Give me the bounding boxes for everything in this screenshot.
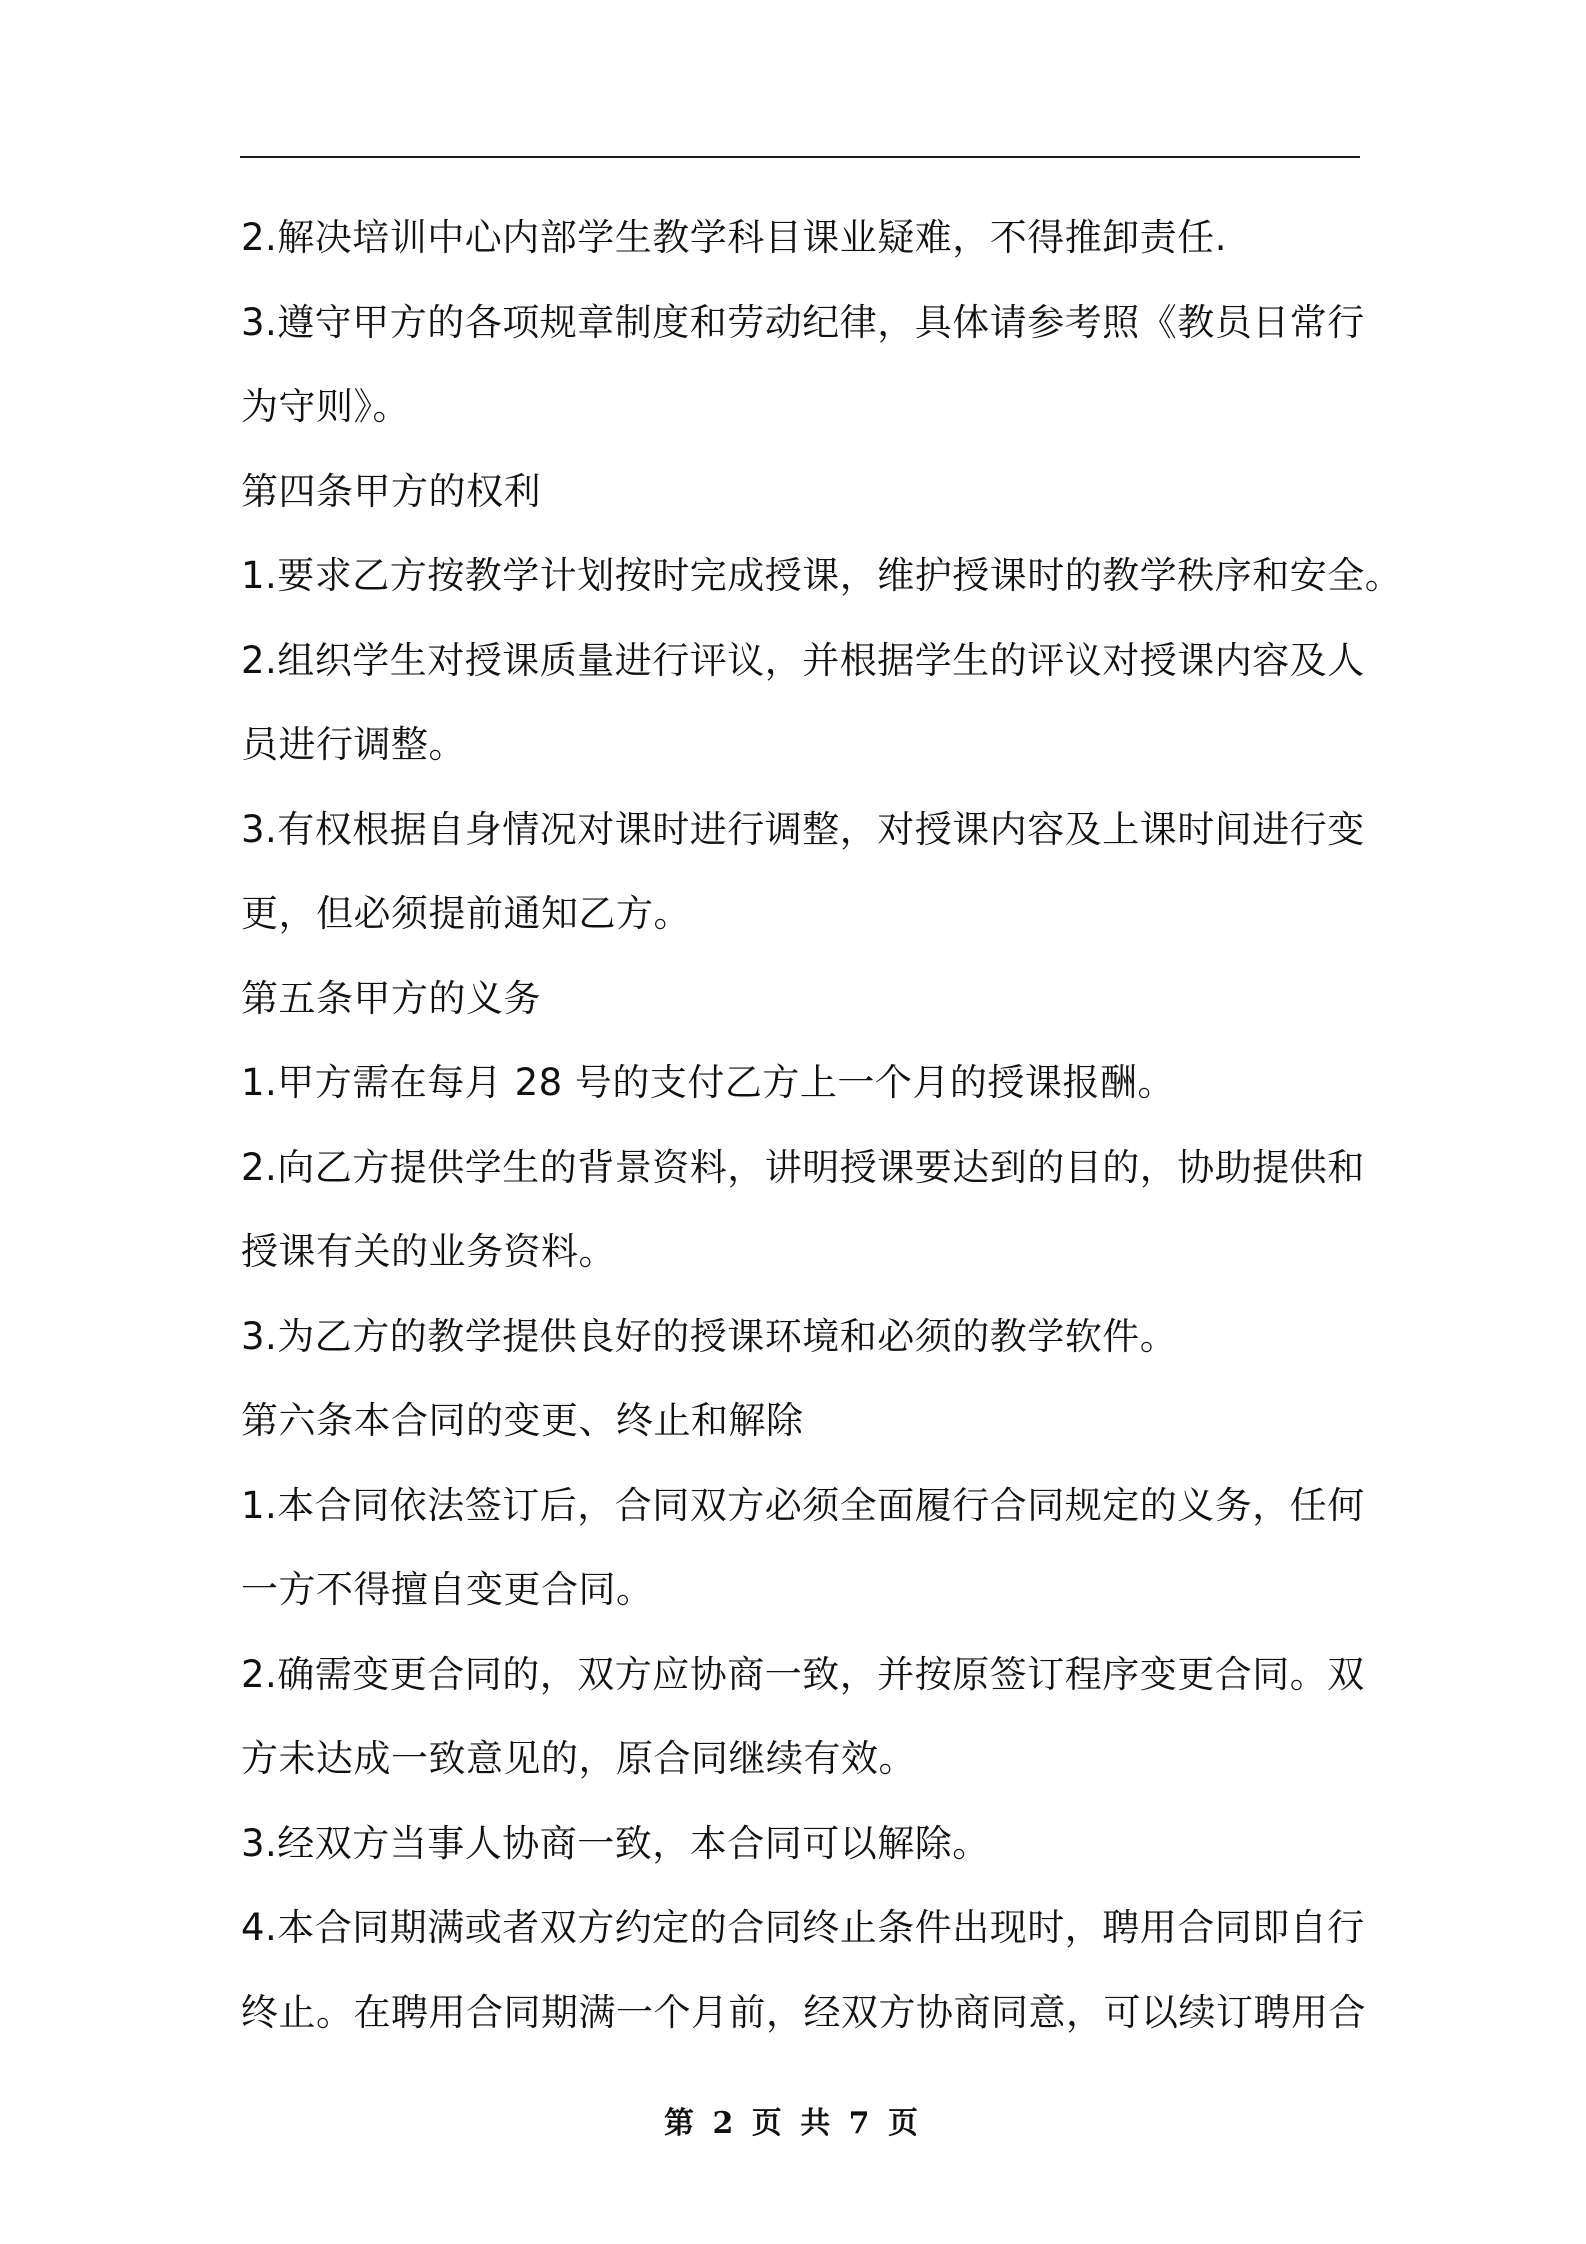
text-line: 2.确需变更合同的，双方应协商一致，并按原签订程序变更合同。双 [241,1652,1365,1696]
section-heading: 第四条甲方的权利 [241,469,541,513]
text-line: 1.甲方需在每月 28 号的支付乙方上一个月的授课报酬。 [241,1061,1175,1104]
text-line: 方未达成一致意见的，原合同继续有效。 [241,1737,916,1780]
text-line: 4.本合同期满或者双方约定的合同终止条件出现时，聘用合同即自行 [241,1906,1365,1949]
text-line: 2.组织学生对授课质量进行评议，并根据学生的评议对授课内容及人 [241,638,1365,682]
text-line: 一方不得擅自变更合同。 [241,1568,654,1611]
header-rule [240,156,1360,158]
text-line: 3.遵守甲方的各项规章制度和劳动纪律，具体请参考照《教员日常行 [241,300,1365,344]
text-line: 2.解决培训中心内部学生教学科目课业疑难，不得推卸责任. [241,216,1228,259]
text-line: 授课有关的业务资料。 [241,1230,616,1273]
text-line: 3.经双方当事人协商一致，本合同可以解除。 [241,1821,990,1865]
text-line: 3.为乙方的教学提供良好的授课环境和必须的教学软件。 [241,1314,1178,1358]
text-line: 终止。在聘用合同期满一个月前，经双方协商同意，可以续订聘用合 [241,1990,1366,2034]
text-line: 2.向乙方提供学生的背景资料，讲明授课要达到的目的，协助提供和 [241,1145,1365,1189]
text-line: 1.本合同依法签订后，合同双方必须全面履行合同规定的义务，任何 [241,1483,1365,1527]
section-heading: 第五条甲方的义务 [241,976,541,1020]
text-line: 3.有权根据自身情况对课时进行调整，对授课内容及上课时间进行变 [241,807,1365,851]
page-number: 第 2 页 共 7 页 [664,2106,922,2141]
text-line: 1.要求乙方按教学计划按时完成授课，维护授课时的教学秩序和安全。 [241,554,1403,597]
text-line: 更，但必须提前通知乙方。 [241,892,691,935]
section-heading: 第六条本合同的变更、终止和解除 [241,1399,804,1442]
text-line: 为守则》。 [241,385,410,428]
text-line: 员进行调整。 [241,723,466,766]
document-body [241,196,1403,2055]
